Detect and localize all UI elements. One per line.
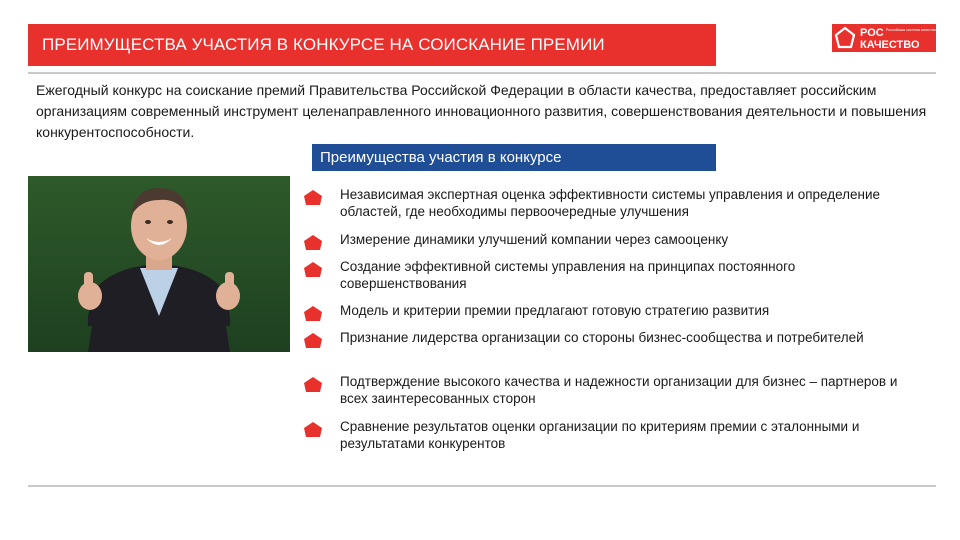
page-title: ПРЕИМУЩЕСТВА УЧАСТИЯ В КОНКУРСЕ НА СОИСКАНИЕ ПРЕМИИ <box>42 35 605 54</box>
list-item-text: Подтверждение высокого качества и надежности организации для бизнес – партнеров и всех заинтересованных сторон <box>340 374 898 406</box>
list-item-text: Создание эффективной системы управления на принципах постоянного совершенствования <box>340 259 796 291</box>
red-pentagon-icon <box>304 190 322 205</box>
intro-paragraph: Ежегодный конкурс на соискание премий Правительства Российской Федерации в области качества, предоставляет российским организациям современный инструмент целенаправленного инновационного развития, совершенствования деятельности и повышения конкурентоспособности. <box>36 82 927 140</box>
red-pentagon-icon <box>304 422 322 437</box>
list-item <box>304 186 904 220</box>
red-pentagon-icon <box>304 333 322 348</box>
list-item <box>304 418 904 452</box>
advantages-heading: Преимущества участия в конкурсе <box>320 149 562 166</box>
title-banner <box>28 24 716 66</box>
list-item <box>304 231 904 250</box>
man-thumbs-up-photo <box>28 176 290 352</box>
red-pentagon-icon <box>304 262 322 277</box>
roskachestvo-logo <box>832 24 936 52</box>
logo-small-text: Российская система качества <box>886 28 936 32</box>
list-item-text: Измерение динамики улучшений компании через самооценку <box>340 232 729 247</box>
list-item-text: Модель и критерии премии предлагают готовую стратегию развития <box>340 303 770 318</box>
red-pentagon-icon <box>304 235 322 250</box>
logo-line2: КАЧЕСТВО <box>860 39 920 51</box>
list-item <box>304 302 904 321</box>
list-item-text: Сравнение результатов оценки организации по критериям премии с эталонными и результатами конкурентов <box>340 419 860 451</box>
advantages-heading-bar <box>312 144 716 171</box>
red-pentagon-icon <box>304 306 322 321</box>
list-item-text: Признание лидерства организации со стороны бизнес-сообщества и потребителей <box>340 330 864 345</box>
top-divider <box>28 72 936 74</box>
logo-line1: РОС <box>860 27 884 39</box>
list-item <box>304 258 904 292</box>
list-item <box>304 373 904 407</box>
bottom-divider <box>28 485 936 487</box>
list-item <box>304 329 904 348</box>
list-item-text: Независимая экспертная оценка эффективности системы управления и определение областей, где необходимы первоочередные улучшения <box>340 187 881 219</box>
red-pentagon-icon <box>304 377 322 392</box>
